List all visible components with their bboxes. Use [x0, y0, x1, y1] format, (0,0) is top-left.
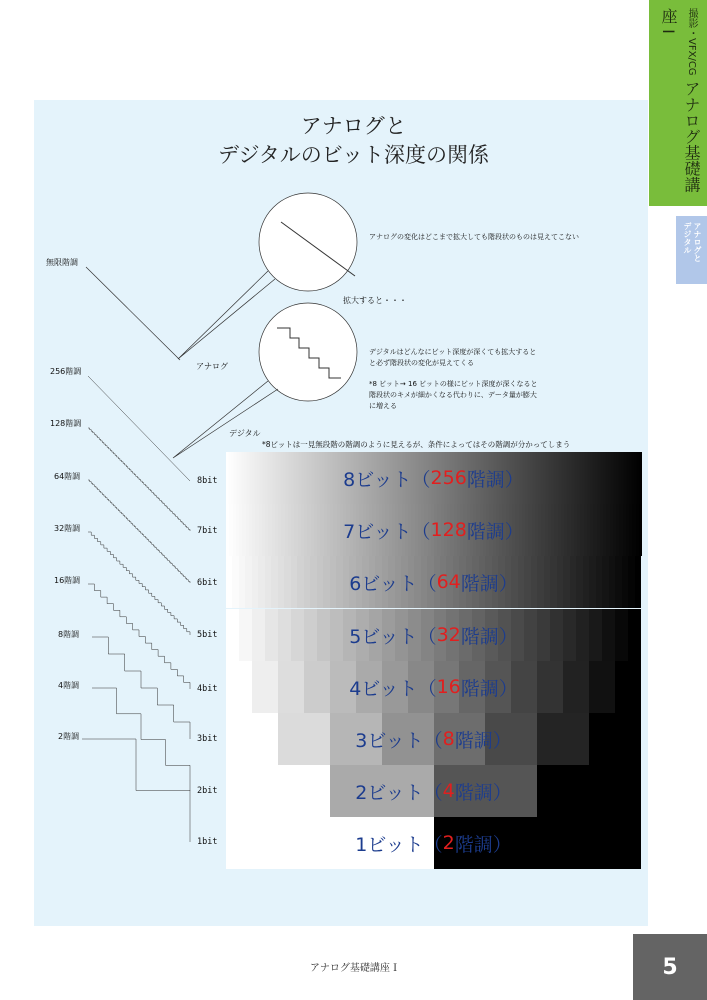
right-label-4bit: 4bit — [197, 684, 218, 694]
band-levels-suffix: 階調） — [454, 833, 512, 856]
page-number: 5 — [633, 934, 707, 1000]
left-label-32: 32階調 — [54, 524, 81, 533]
chapter-tab-title: アナログ基礎講座 I — [659, 8, 701, 193]
band-bits-text: 8ビット — [343, 468, 412, 491]
staircase-line-32 — [88, 532, 190, 635]
band-levels-count: 64 — [436, 571, 461, 593]
left-label-16: 16階調 — [54, 576, 81, 585]
right-label-1bit: 1bit — [197, 837, 218, 847]
left-label-64: 64階調 — [54, 472, 81, 481]
page-title: アナログと デジタルのビット深度の関係 — [218, 114, 489, 167]
band-levels-suffix: 階調） — [460, 572, 518, 595]
right-label-6bit: 6bit — [197, 578, 218, 588]
right-label-8bit: 8bit — [197, 476, 218, 486]
band-levels-count: 256 — [430, 467, 467, 489]
band-levels-suffix: 階調） — [454, 781, 512, 804]
band-levels-count: 4 — [442, 780, 455, 802]
footer-title: アナログ基礎講座 I — [309, 963, 398, 974]
digital-note-1: デジタルはどんなにビット深度が深くても拡大すると — [369, 348, 537, 356]
left-label-256: 256階調 — [50, 367, 82, 376]
left-label-8: 8階調 — [58, 630, 80, 639]
staircase-line-64 — [88, 480, 190, 583]
gradient-band-label — [226, 661, 641, 713]
gradient-band-label — [226, 452, 641, 504]
band-open-paren: （ — [411, 468, 431, 491]
digital-magnifier-circle — [259, 303, 357, 401]
bits-note-2: 階段状のキメが細かくなる代わりに、データ量が膨大 — [369, 391, 537, 399]
analog-ramp-line — [86, 267, 180, 360]
band-open-paren: （ — [417, 677, 437, 700]
left-label-4: 4階調 — [58, 681, 80, 690]
left-label-128: 128階調 — [50, 419, 82, 428]
band-open-paren: （ — [423, 833, 443, 856]
band-levels-count: 8 — [442, 728, 455, 750]
band-levels-suffix: 階調） — [466, 468, 524, 491]
band-open-paren: （ — [423, 781, 443, 804]
band-open-paren: （ — [417, 625, 437, 648]
staircase-line-128 — [88, 428, 190, 531]
band-open-paren: （ — [423, 729, 443, 752]
gradient-band-16 — [226, 661, 641, 713]
band-bits-text: 2ビット — [355, 781, 424, 804]
digital-label: デジタル — [229, 429, 261, 438]
footnote: *8ビットは一見無段階の階調のように見えるが、条件によってはその階調が分かってしまう — [262, 440, 571, 449]
band-levels-suffix: 階調） — [460, 677, 518, 700]
digital-note-2: と必ず階段状の変化が見えてくる — [369, 359, 474, 367]
gradient-band-label — [226, 609, 641, 661]
analog-note: アナログの変化はどこまで拡大しても階段状のものは見えてこない — [369, 233, 579, 241]
bits-note-1: *8 ビット→ 16 ビットの様にビット深度が深くなると — [369, 380, 538, 388]
band-bits-text: 7ビット — [343, 520, 412, 543]
right-label-5bit: 5bit — [197, 630, 218, 640]
gradient-band-128 — [226, 504, 641, 556]
gradient-band-label — [226, 713, 641, 765]
band-levels-count: 32 — [436, 624, 461, 646]
gradient-band-label — [226, 556, 641, 608]
gradient-band-8 — [226, 713, 641, 765]
gradient-band-label — [226, 765, 641, 817]
gradient-band-32 — [226, 609, 641, 661]
band-levels-count: 128 — [430, 519, 467, 541]
chapter-tab-subtitle: 撮影・VFX/CG — [686, 8, 697, 76]
band-levels-count: 2 — [442, 832, 455, 854]
right-label-2bit: 2bit — [197, 786, 218, 796]
band-open-paren: （ — [411, 520, 431, 543]
gradient-band-2 — [226, 817, 641, 869]
left-label-infinite: 無限階調 — [46, 258, 78, 267]
gradient-band-label — [226, 504, 641, 556]
analog-label: アナログ — [196, 362, 228, 371]
band-levels-suffix: 階調） — [460, 625, 518, 648]
band-levels-count: 16 — [436, 676, 461, 698]
right-label-3bit: 3bit — [197, 734, 218, 744]
band-open-paren: （ — [417, 572, 437, 595]
gradient-band-4 — [226, 765, 641, 817]
staircase-line-16 — [88, 584, 190, 689]
staircase-line-2 — [82, 739, 190, 842]
staircase-line-256 — [88, 376, 190, 481]
staircase-line-4 — [92, 688, 190, 791]
band-levels-suffix: 階調） — [454, 729, 512, 752]
band-bits-text: 3ビット — [355, 729, 424, 752]
gradient-band-64 — [226, 556, 641, 608]
band-bits-text: 1ビット — [355, 833, 424, 856]
right-label-7bit: 7bit — [197, 526, 218, 536]
gradient-band-256 — [226, 452, 641, 504]
band-bits-text: 6ビット — [349, 572, 418, 595]
section-tab-label: アナログと デジタル — [683, 222, 702, 262]
band-bits-text: 4ビット — [349, 677, 418, 700]
bits-note-3: に増える — [369, 402, 397, 410]
band-levels-suffix: 階調） — [466, 520, 524, 543]
band-bits-text: 5ビット — [349, 625, 418, 648]
left-label-2: 2階調 — [58, 732, 80, 741]
gradient-band-label — [226, 817, 641, 869]
zoom-note: 拡大すると・・・ — [343, 296, 407, 305]
gradient-bands — [226, 452, 641, 870]
